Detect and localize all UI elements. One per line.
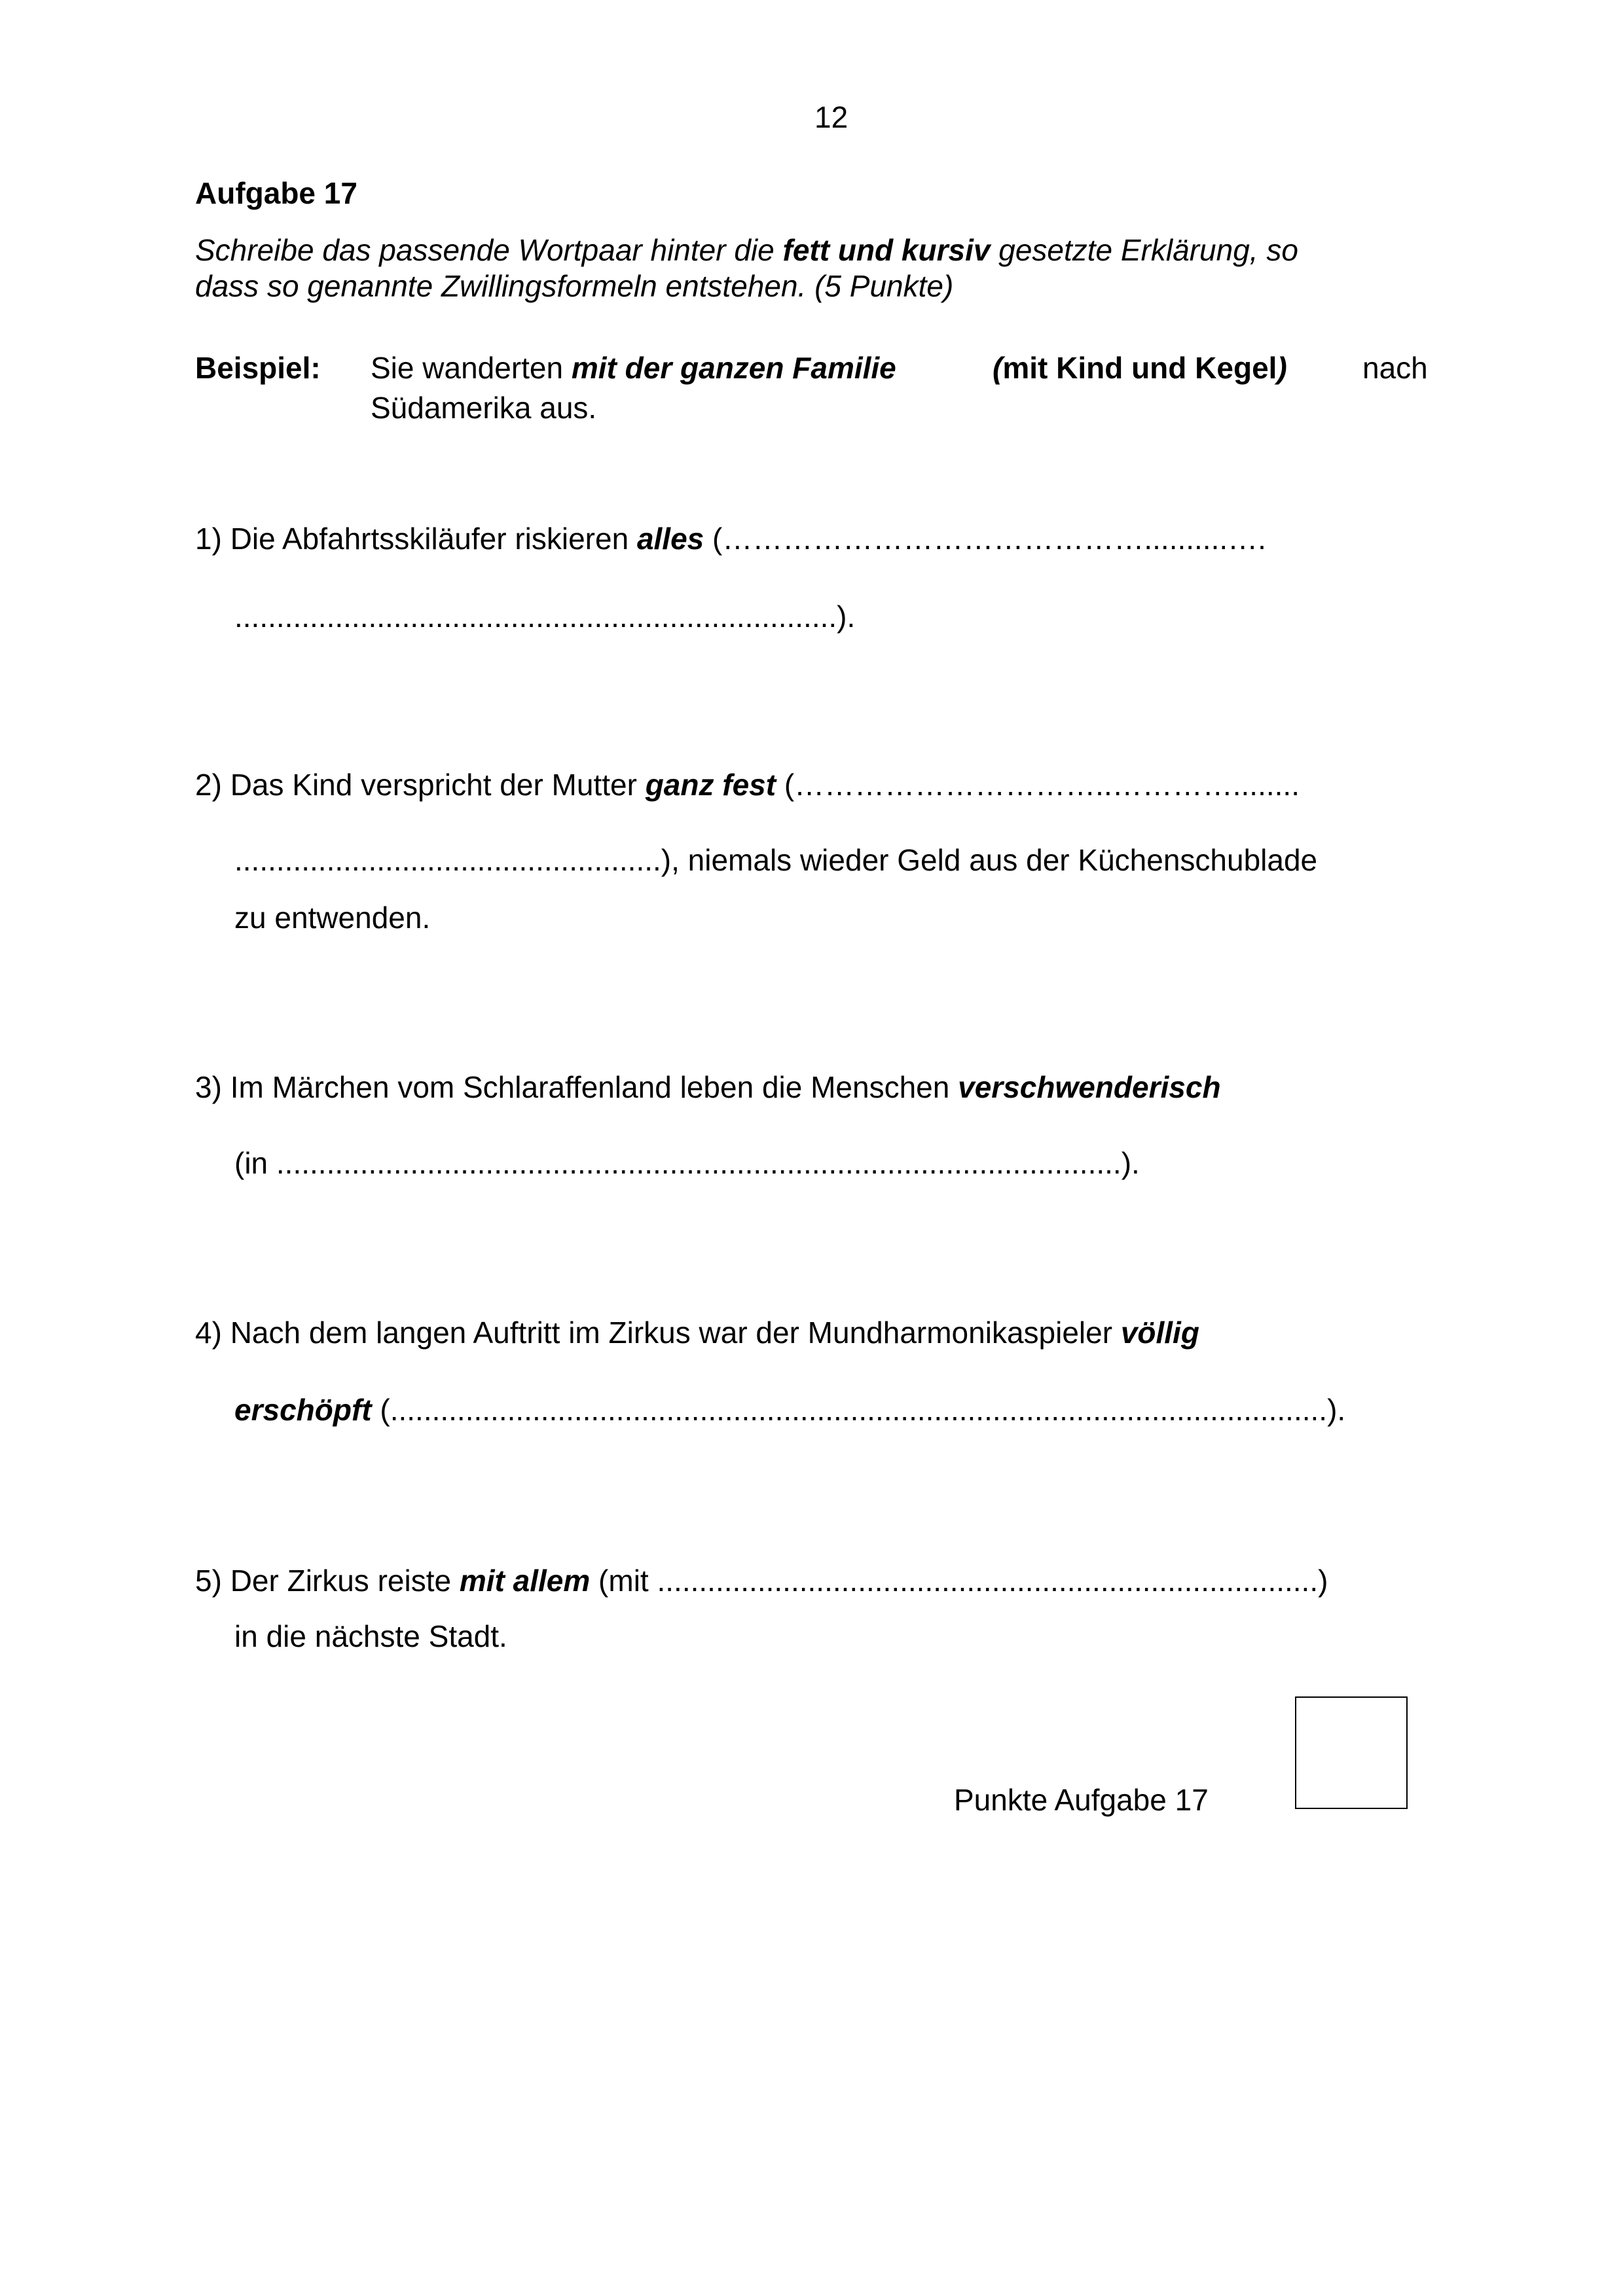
example-label: Beispiel: xyxy=(195,351,321,385)
answer-blank[interactable]: (mit ...............................................................................) xyxy=(590,1564,1328,1598)
item-text: Nach dem langen Auftritt im Zirkus war der Mundharmonikaspieler xyxy=(230,1316,1121,1350)
item-3-line-1 xyxy=(195,1072,1221,1102)
item-1-line-1 xyxy=(195,524,1266,554)
item-4-line-2 xyxy=(234,1395,1345,1425)
example-sentence xyxy=(371,353,896,383)
item-number: 4) xyxy=(195,1316,222,1350)
example-paren: ) xyxy=(1277,351,1287,385)
item-number: 5) xyxy=(195,1564,222,1598)
item-emphasis: erschöpft xyxy=(234,1393,372,1427)
item-5-line-2: in die nächste Stadt. xyxy=(234,1619,507,1653)
answer-blank[interactable]: (…………………………..…………........ xyxy=(776,768,1300,802)
answer-blank[interactable]: ........................................................................). xyxy=(234,600,856,634)
score-label: Punkte Aufgabe 17 xyxy=(954,1783,1209,1817)
task-title: Aufgabe 17 xyxy=(195,176,357,210)
item-number: 2) xyxy=(195,768,222,802)
instruction-line-1 xyxy=(195,235,1298,265)
item-emphasis: mit allem xyxy=(459,1564,591,1598)
item-text: Der Zirkus reiste xyxy=(230,1564,460,1598)
item-emphasis: ganz fest xyxy=(645,768,776,802)
example-answer xyxy=(993,353,1287,383)
score-box[interactable] xyxy=(1295,1696,1408,1809)
example-text-end: nach xyxy=(1362,351,1428,385)
example-paren: ( xyxy=(993,351,1003,385)
example-emphasis: mit der ganzen Familie xyxy=(571,351,896,385)
item-emphasis: verschwenderisch xyxy=(958,1070,1221,1104)
item-text: Im Märchen vom Schlaraffenland leben die Menschen xyxy=(230,1070,958,1104)
item-number: 3) xyxy=(195,1070,222,1104)
item-2-line-1 xyxy=(195,770,1300,800)
instruction-text: gesetzte Erklärung, so xyxy=(990,233,1298,267)
item-emphasis: alles xyxy=(636,522,704,556)
answer-blank[interactable]: (................................................................................................................). xyxy=(371,1393,1346,1427)
item-text: Die Abfahrtsskiläufer riskieren xyxy=(230,522,637,556)
answer-blank[interactable]: (……………………………………..........…. xyxy=(704,522,1266,556)
item-2-line-3: zu entwenden. xyxy=(234,901,431,935)
example-answer-text: mit Kind und Kegel xyxy=(1002,351,1277,385)
instruction-text: Schreibe das passende Wortpaar hinter die xyxy=(195,233,783,267)
answer-blank-with-text[interactable]: ...................................................), niemals wieder Geld aus der Küchenschublade xyxy=(234,843,1318,877)
example-line-2: Südamerika aus. xyxy=(371,391,597,425)
item-text: Das Kind verspricht der Mutter xyxy=(230,768,646,802)
instruction-emphasis: fett und kursiv xyxy=(782,233,991,267)
item-number: 1) xyxy=(195,522,222,556)
page-number: 12 xyxy=(814,100,848,134)
item-5-line-1 xyxy=(195,1566,1328,1596)
item-emphasis: völlig xyxy=(1120,1316,1199,1350)
instruction-line-2: dass so genannte Zwillingsformeln entstehen. (5 Punkte) xyxy=(195,269,954,303)
answer-blank[interactable]: (in .....................................................................................................). xyxy=(234,1146,1140,1180)
example-text: Sie wanderten xyxy=(371,351,572,385)
item-4-line-1 xyxy=(195,1318,1199,1348)
